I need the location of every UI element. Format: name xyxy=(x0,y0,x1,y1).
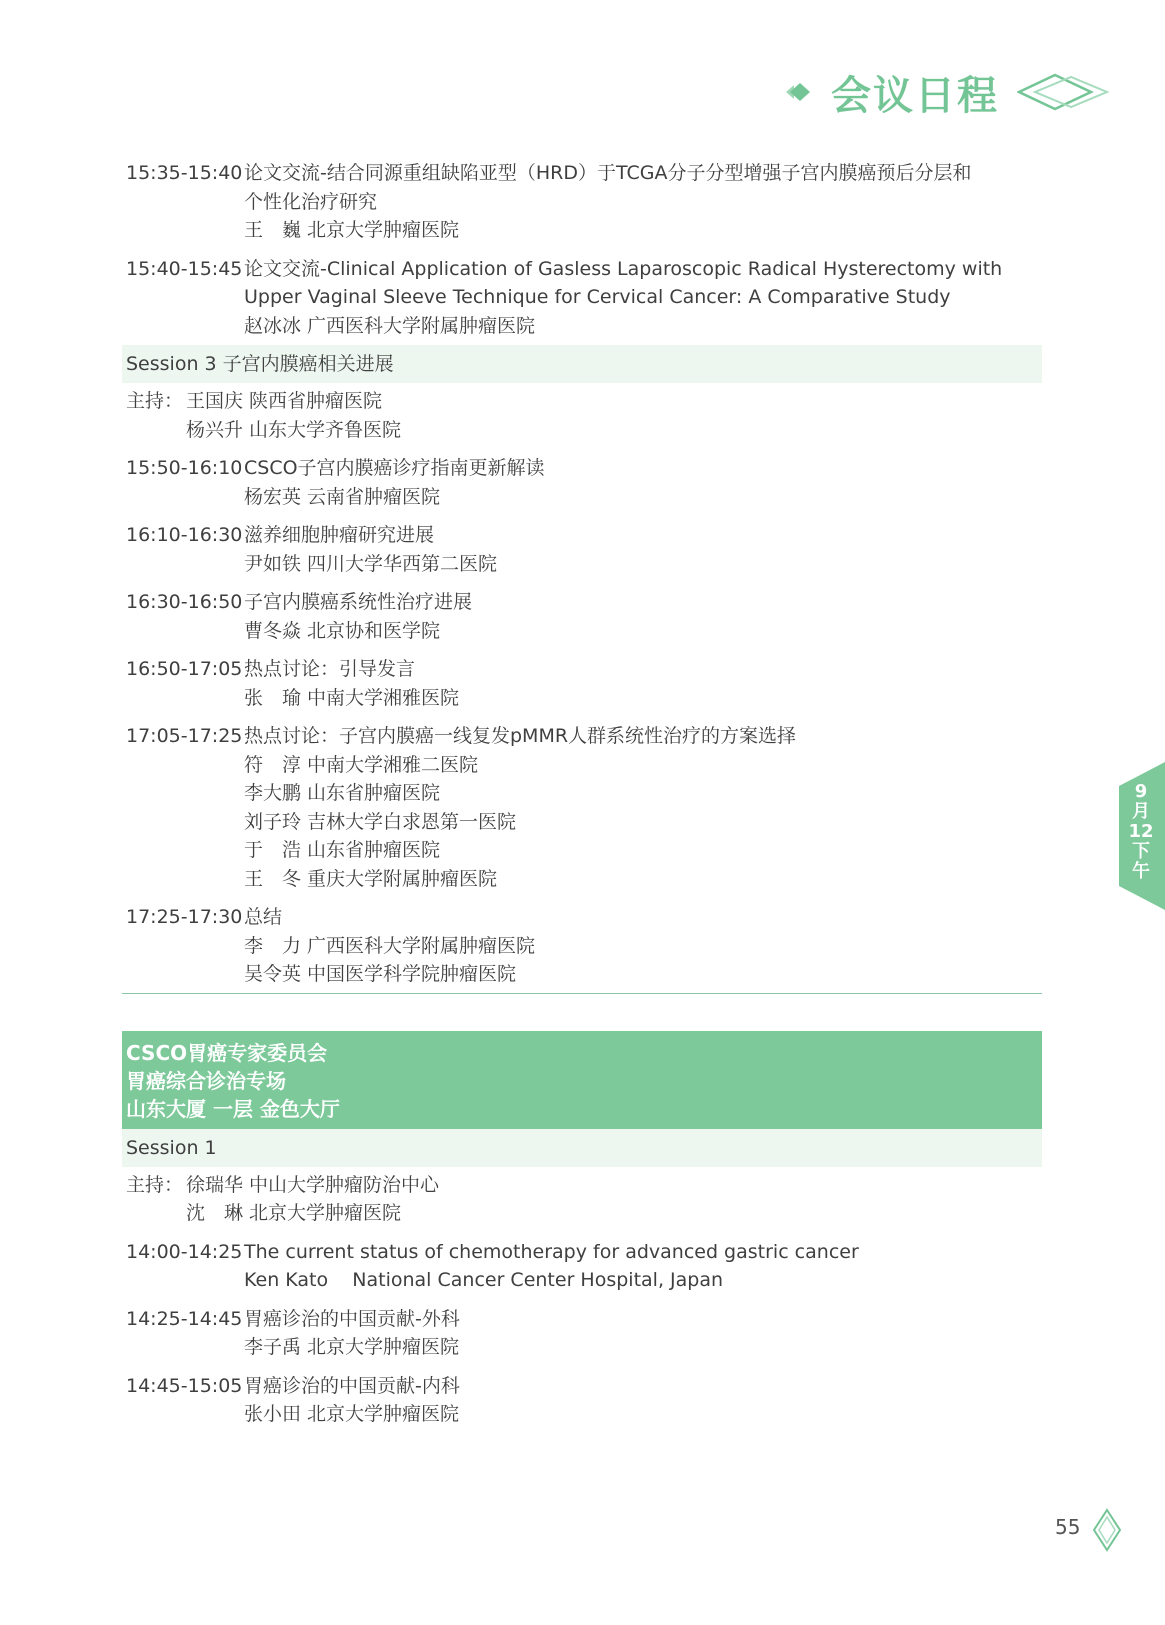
chair-name: 徐瑞华 中山大学肿瘤防治中心 xyxy=(186,1173,440,1196)
entry-line: 王 巍 北京大学肿瘤医院 xyxy=(244,219,460,241)
entry-line: 赵冰冰 广西医科大学附属肿瘤医院 xyxy=(244,314,536,337)
entry-body xyxy=(244,521,1040,578)
chair-name: 沈 琳 北京大学肿瘤医院 xyxy=(186,1202,402,1224)
venue: 山东大厦 一层 金色大厅 xyxy=(126,1096,340,1121)
date-tab-char: 12 xyxy=(1128,821,1154,842)
entry-line: 胃癌诊治的中国贡献-外科 xyxy=(244,1307,460,1330)
entry-time: 14:00-14:25 xyxy=(126,1240,243,1263)
date-tab-char: 月 xyxy=(1132,801,1150,822)
chair-list xyxy=(186,387,401,444)
entry-line: 尹如铁 四川大学华西第二医院 xyxy=(244,552,498,575)
double-diamond-icon xyxy=(1017,72,1109,112)
entry-line: 于 浩 山东省肿瘤医院 xyxy=(244,839,441,861)
entry-line: Ken Kato National Cancer Center Hospital, Japan xyxy=(244,1269,724,1291)
entry-body xyxy=(244,1305,1040,1362)
entry-list-continued xyxy=(126,159,1040,340)
section-divider xyxy=(122,993,1042,994)
entry-time: 16:30-16:50 xyxy=(126,591,243,613)
schedule-entry xyxy=(126,655,1040,712)
entry-time: 15:50-16:10 xyxy=(126,457,243,479)
entry-body xyxy=(244,588,1040,645)
chair-label: 主持： xyxy=(126,1173,184,1196)
date-tab-char: 下 xyxy=(1132,841,1150,862)
schedule-entry xyxy=(126,159,1040,245)
entry-line: 论文交流-Clinical Application of Gasless Laparoscopic Radical Hysterectomy with xyxy=(244,257,1003,280)
entry-line: 热点讨论：子宫内膜癌一线复发pMMR人群系统性治疗的方案选择 xyxy=(244,725,797,747)
entry-line: 胃癌诊治的中国贡献-内科 xyxy=(244,1374,460,1397)
entry-body xyxy=(244,159,1040,245)
entry-body xyxy=(244,1372,1040,1429)
date-tab-label xyxy=(1123,782,1159,882)
entry-body xyxy=(244,655,1040,712)
session-topic: 胃癌综合诊治专场 xyxy=(126,1068,286,1093)
chair-list xyxy=(186,1171,439,1228)
entry-time: 16:10-16:30 xyxy=(126,524,243,546)
page-header xyxy=(781,62,1109,122)
entry-line: 李 力 广西医科大学附属肿瘤医院 xyxy=(244,934,536,957)
schedule-entry xyxy=(126,722,1040,893)
chair-name: 王国庆 陕西省肿瘤医院 xyxy=(186,390,383,412)
chair-block xyxy=(126,387,1040,444)
entry-line: 个性化治疗研究 xyxy=(244,190,378,213)
schedule-entry xyxy=(126,521,1040,578)
entry-line: 热点讨论：引导发言 xyxy=(244,658,416,680)
entry-line: 曹冬焱 北京协和医学院 xyxy=(244,619,441,642)
chair-name: 杨兴升 山东大学齐鲁医院 xyxy=(186,418,402,441)
entry-line: 李子禹 北京大学肿瘤医院 xyxy=(244,1336,460,1358)
entry-line: Upper Vaginal Sleeve Technique for Cervical Cancer: A Comparative Study xyxy=(244,286,951,308)
date-tab-char: 午 xyxy=(1132,861,1150,882)
chair-label: 主持： xyxy=(126,390,184,412)
entry-line: 子宫内膜癌系统性治疗进展 xyxy=(244,591,473,613)
schedule-entry xyxy=(126,588,1040,645)
page-diamond-icon xyxy=(1090,1508,1124,1552)
diamond-icon xyxy=(781,80,815,104)
entry-line: 总结 xyxy=(244,906,283,928)
entry-line: 王 冬 重庆大学附属肿瘤医院 xyxy=(244,867,498,890)
entry-time: 15:40-15:45 xyxy=(126,257,243,280)
entry-line: 李大鹏 山东省肿瘤医院 xyxy=(244,782,441,804)
committee-name: CSCO胃癌专家委员会 xyxy=(126,1040,328,1065)
entry-time: 15:35-15:40 xyxy=(126,162,243,184)
entry-time: 16:50-17:05 xyxy=(126,658,243,680)
entry-line: 张 瑜 中南大学湘雅医院 xyxy=(244,686,460,709)
entry-line: CSCO子宫内膜癌诊疗指南更新解读 xyxy=(244,457,545,479)
entry-time: 17:25-17:30 xyxy=(126,906,243,928)
schedule-content xyxy=(126,159,1040,1429)
session-title: Session 1 xyxy=(122,1129,1042,1167)
committee-banner xyxy=(122,1031,1042,1129)
entry-body xyxy=(244,903,1040,989)
entry-time: 17:05-17:25 xyxy=(126,725,243,747)
entry-body xyxy=(244,1238,1040,1295)
schedule-entry xyxy=(126,903,1040,989)
entry-line: 张小田 北京大学肿瘤医院 xyxy=(244,1403,460,1425)
entry-time: 14:25-14:45 xyxy=(126,1307,243,1330)
schedule-entry xyxy=(126,1305,1040,1362)
entry-line: 杨宏英 云南省肿瘤医院 xyxy=(244,485,441,508)
date-tab-char: 9 xyxy=(1134,781,1148,802)
entry-body xyxy=(244,722,1040,893)
entry-line: 吴令英 中国医学科学院肿瘤医院 xyxy=(244,963,517,985)
entry-body xyxy=(244,454,1040,511)
schedule-entry xyxy=(126,255,1040,341)
schedule-entry xyxy=(126,454,1040,511)
entry-line: 滋养细胞肿瘤研究进展 xyxy=(244,524,435,546)
entry-line: 论文交流-结合同源重组缺陷亚型（HRD）于TCGA分子分型增强子宫内膜癌预后分层和 xyxy=(244,162,972,184)
entry-line: The current status of chemotherapy for advanced gastric cancer xyxy=(244,1240,859,1263)
chair-block xyxy=(126,1171,1040,1228)
schedule-entry xyxy=(126,1372,1040,1429)
session-title: Session 3 子宫内膜癌相关进展 xyxy=(122,345,1042,383)
page-title: 会议日程 xyxy=(831,72,999,119)
page-number: 55 xyxy=(1055,1515,1081,1539)
entry-line: 刘子玲 吉林大学白求恩第一医院 xyxy=(244,810,517,833)
entry-line: 符 淳 中南大学湘雅二医院 xyxy=(244,753,479,776)
entry-time: 14:45-15:05 xyxy=(126,1374,243,1397)
entry-body xyxy=(244,255,1040,341)
schedule-entry xyxy=(126,1238,1040,1295)
